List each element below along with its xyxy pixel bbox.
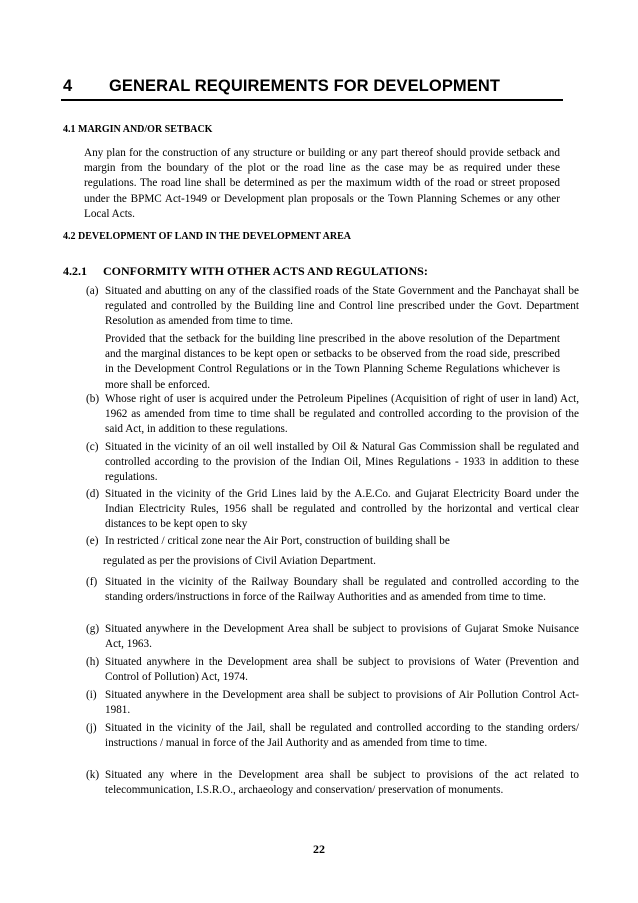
list-item-c (86, 440, 579, 486)
chapter-title: GENERAL REQUIREMENTS FOR DEVELOPMENT (109, 77, 501, 95)
list-item-label: (i) (86, 689, 97, 701)
list-item-label: (g) (86, 623, 100, 635)
list-item-text: Situated any where in the Development area shall be subject to provisions of the act related to telecommunication, I.S.R.O., archaeology and conservation/ preservation of monuments. (105, 769, 579, 797)
section-4-2-1-number: 4.2.1 (63, 264, 87, 278)
list-item-text: Situated and abutting on any of the classified roads of the State Government and the Panchayat shall be regulated and controlled by the Building line and Control line prescribed under the Govt. Department Resolution as amended from time to time. (105, 285, 579, 328)
list-item-label: (k) (86, 769, 100, 781)
list-item-text: Situated anywhere in the Development area shall be subject to provisions of Water (Prevention and Control of Pollution) Act, 1974. (105, 656, 579, 684)
list-item-text: Situated anywhere in the Development area shall be subject to provisions of Air Pollution Control Act-1981. (105, 689, 579, 717)
list-item-text: Situated in the vicinity of the Railway Boundary shall be regulated and controlled according to the standing orders/instructions in force of the Railway Authorities and as amended from time to time. (105, 576, 579, 604)
section-4-2-heading: 4.2 DEVELOPMENT OF LAND IN THE DEVELOPMENT AREA (63, 231, 352, 242)
list-item-label: (b) (86, 393, 100, 405)
list-item-g (86, 622, 579, 652)
list-item-e (86, 534, 579, 549)
list-item-label: (a) (86, 285, 99, 297)
list-item-label: (j) (86, 722, 97, 734)
list-item-a-proviso: Provided that the setback for the building line prescribed in the above resolution of the Department and the marginal distances to be kept open or setbacks to be observed from the road side, prescribed in the Development Control Regulations or in the Town Planning Scheme Regulations whichever is more shall be enforced. (105, 333, 560, 391)
list-item-text: Situated in the vicinity of an oil well installed by Oil & Natural Gas Commission shall be regulated and controlled according to the provision of the Indian Oil, Mines Regulations - 1933 in addition to these regulations. (105, 441, 579, 484)
list-item-text: Situated in the vicinity of the Grid Lines laid by the A.E.Co. and Gujarat Electricity Board under the Indian Electricity Rules, 1956 shall be regulated and controlled by the horizontal and vertical clear distances to be kept open to sky (105, 488, 579, 531)
list-item-b (86, 392, 579, 438)
list-item-k (86, 768, 579, 798)
list-item-text: Situated in the vicinity of the Jail, shall be regulated and controlled according to the standing orders/ instructions / manual in force of the Jail Authority and as amended from time to time. (105, 722, 579, 750)
section-4-1-heading: 4.1 MARGIN AND/OR SETBACK (63, 124, 213, 135)
list-item-h (86, 655, 579, 685)
list-item-j (86, 721, 579, 751)
list-item-label: (e) (86, 535, 99, 547)
page-number: 22 (313, 842, 325, 856)
list-item-text: Situated anywhere in the Development Area shall be subject to provisions of Gujarat Smoke Nuisance Act, 1963. (105, 623, 579, 651)
list-item-d (86, 487, 579, 533)
list-item-label: (f) (86, 576, 98, 588)
list-item-label: (c) (86, 441, 99, 453)
section-4-1-paragraph: Any plan for the construction of any structure or building or any part thereof should provide setback and margin from the boundary of the plot or the road line as the case may be as required under these regulations. The road line shall be determined as per the maximum width of the road or street proposed under the BPMC Act-1949 or Development plan proposals or the Town Planning Schemes or any other Local Acts. (84, 147, 560, 220)
list-item-text: In restricted / critical zone near the Air Port, construction of building shall be (105, 535, 450, 547)
section-4-2-1-title: CONFORMITY WITH OTHER ACTS AND REGULATIONS: (103, 264, 428, 278)
section-4-2-1-heading (63, 264, 428, 279)
list-item-f (86, 575, 579, 605)
list-item-label: (d) (86, 488, 100, 500)
chapter-heading (63, 77, 563, 96)
list-item-a (86, 284, 579, 330)
list-item-i (86, 688, 579, 718)
heading-rule (61, 99, 563, 101)
list-item-label: (h) (86, 656, 100, 668)
list-item-text: Whose right of user is acquired under the Petroleum Pipelines (Acquisition of right of user in land) Act, 1962 as amended from time to time shall be regulated and controlled according to the provision of the said Act, in addition to these regulations. (105, 393, 579, 436)
list-item-e-continuation: regulated as per the provisions of Civil Aviation Department. (103, 555, 376, 567)
chapter-number: 4 (63, 77, 73, 95)
